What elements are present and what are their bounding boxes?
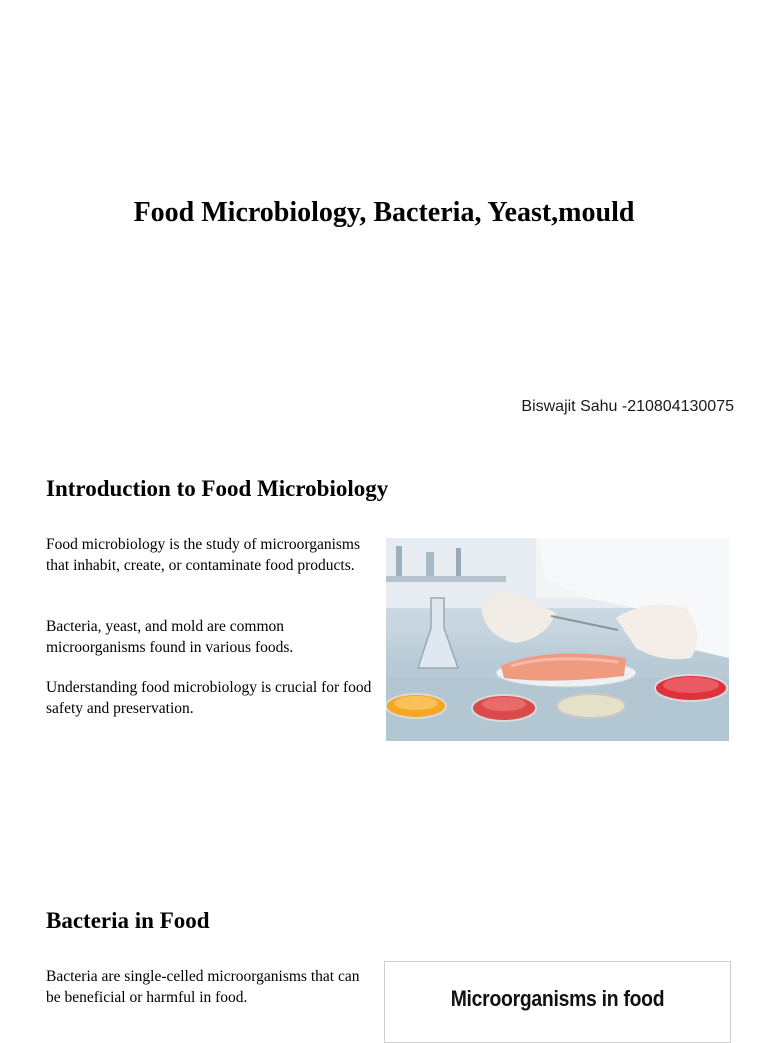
- image-caption: Microorganisms in food: [450, 986, 665, 1011]
- lab-food-testing-photo: [386, 538, 729, 741]
- document-title: Food Microbiology, Bacteria, Yeast,mould: [133, 197, 635, 228]
- intro-paragraph: Bacteria, yeast, and mold are common microorganisms found in various foods.: [46, 618, 294, 656]
- section-heading-intro: Introduction to Food Microbiology: [46, 476, 389, 501]
- section-heading-bacteria: Bacteria in Food: [46, 908, 210, 933]
- intro-paragraph: Understanding food microbiology is crucial for food safety and preservation.: [46, 679, 372, 717]
- author-line: Biswajit Sahu -210804130075: [521, 398, 734, 415]
- bacteria-paragraph: Bacteria are single-celled microorganisms that can be beneficial or harmful in food.: [46, 968, 360, 1006]
- microorganisms-in-food-image: [384, 961, 731, 1043]
- intro-paragraph: Food microbiology is the study of microorganisms that inhabit, create, or contaminate food products.: [46, 536, 361, 574]
